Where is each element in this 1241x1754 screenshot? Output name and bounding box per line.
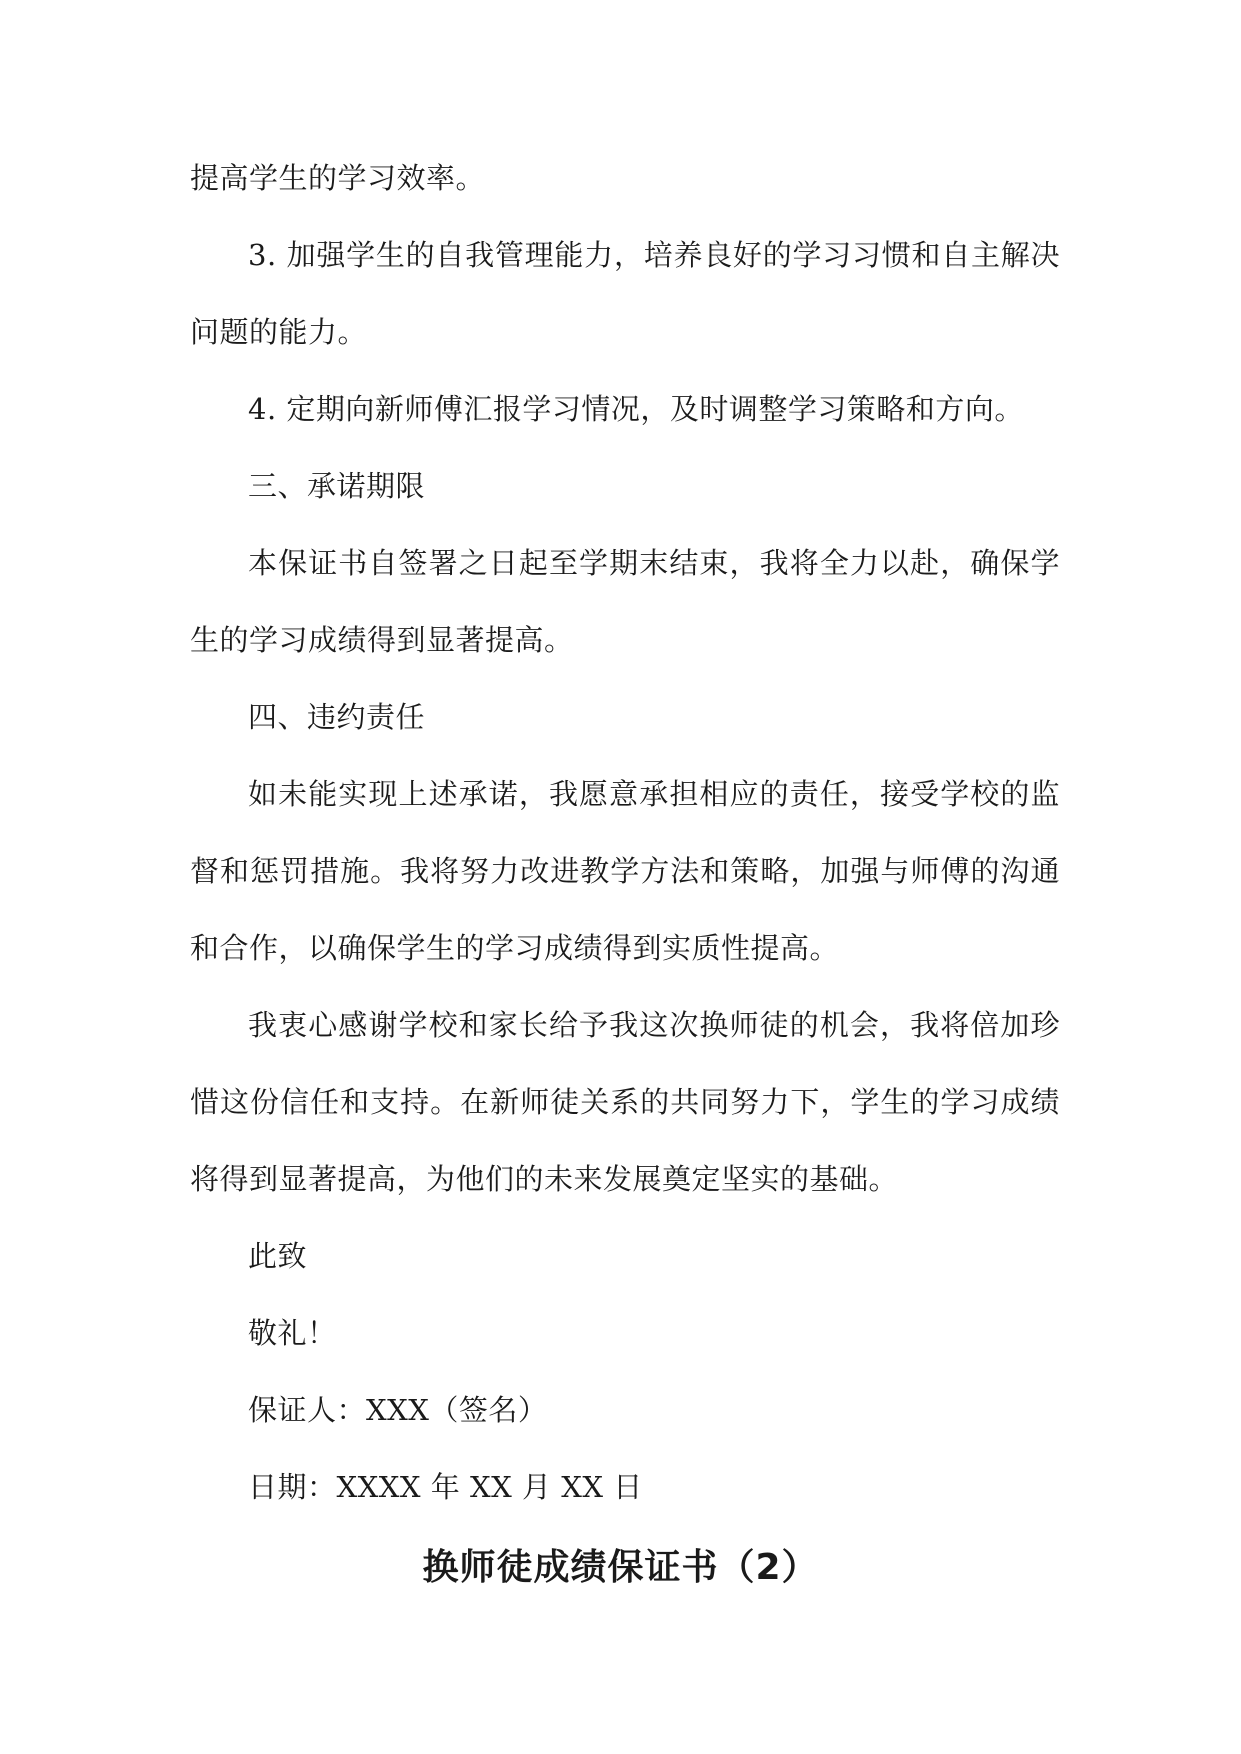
paragraph: 3. 加强学生的自我管理能力，培养良好的学习习惯和自主解决问题的能力。 [190,238,1060,349]
section-heading: 三、承诺期限 [248,469,426,503]
next-document-title: 换师徒成绩保证书（2） [422,1547,819,1588]
paragraph: 提高学生的学习效率。 [190,161,486,195]
date-line: 日期：XXXX 年 XX 月 XX 日 [248,1470,643,1504]
paragraph: 我衷心感谢学校和家长给予我这次换师徒的机会，我将倍加珍惜这份信任和支持。在新师徒关系的共同努力下，学生的学习成绩将得到显著提高，为他们的未来发展奠定坚实的基础。 [190,1008,1060,1196]
salutation: 敬礼！ [248,1316,337,1350]
closing-line: 此致 [248,1239,308,1273]
paragraph: 本保证书自签署之日起至学期末结束，我将全力以赴，确保学生的学习成绩得到显著提高。 [190,546,1060,657]
signature-line: 保证人：XXX（签名） [248,1393,548,1427]
document-body [190,140,1060,1526]
section-heading: 四、违约责任 [248,700,426,734]
paragraph: 4. 定期向新师傅汇报学习情况，及时调整学习策略和方向。 [248,392,1024,426]
paragraph: 如未能实现上述承诺，我愿意承担相应的责任，接受学校的监督和惩罚措施。我将努力改进教学方法和策略，加强与师傅的沟通和合作，以确保学生的学习成绩得到实质性提高。 [190,777,1060,965]
